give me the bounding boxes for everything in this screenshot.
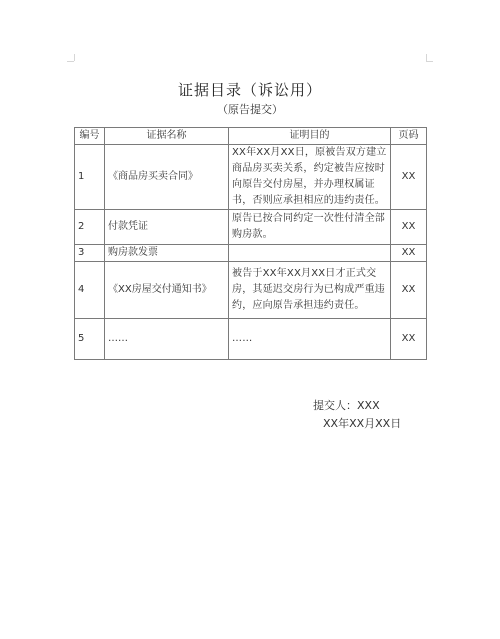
table-row [75, 319, 427, 360]
cell-no: 5 [75, 319, 105, 360]
cell-name: 《XX房屋交付通知书》 [105, 262, 229, 319]
cell-name: 购房款发票 [105, 245, 229, 262]
table-row [75, 262, 427, 319]
crop-mark [67, 61, 74, 62]
header-name: 证据名称 [105, 128, 229, 145]
document-subtitle: （原告提交） [217, 103, 283, 116]
cell-no: 2 [75, 210, 105, 245]
header-purpose: 证明目的 [229, 128, 391, 145]
header-no: 编号 [75, 128, 105, 145]
cell-purpose: XX年XX月XX日，原被告双方建立商品房买卖关系，约定被告应按时向原告交付房屋，并办理权属证书，否则应承担相应的违约责任。 [229, 145, 391, 210]
document-title: 证据目录（诉讼用） [177, 81, 322, 99]
cell-purpose [229, 245, 391, 262]
evidence-table [74, 127, 427, 360]
cell-page: XX [391, 245, 427, 262]
crop-mark [426, 54, 427, 61]
date-line: XX年XX月XX日 [323, 417, 402, 430]
cell-purpose: …… [229, 319, 391, 360]
cell-purpose: 原告已按合同约定一次性付清全部购房款。 [229, 210, 391, 245]
table-row [75, 210, 427, 245]
crop-mark [74, 54, 75, 61]
cell-no: 3 [75, 245, 105, 262]
table-row [75, 145, 427, 210]
cell-no: 4 [75, 262, 105, 319]
cell-name: 《商品房买卖合同》 [105, 145, 229, 210]
cell-no: 1 [75, 145, 105, 210]
cell-name: …… [105, 319, 229, 360]
crop-mark [426, 61, 433, 62]
cell-purpose: 被告于XX年XX月XX日才正式交房，其延迟交房行为已构成严重违约，应向原告承担违约责任。 [229, 262, 391, 319]
table-header-row [75, 128, 427, 145]
cell-page: XX [391, 319, 427, 360]
submitter-line: 提交人：XXX [313, 399, 380, 412]
table-row [75, 245, 427, 262]
cell-page: XX [391, 262, 427, 319]
cell-page: XX [391, 210, 427, 245]
cell-name: 付款凭证 [105, 210, 229, 245]
cell-page: XX [391, 145, 427, 210]
header-page: 页码 [391, 128, 427, 145]
